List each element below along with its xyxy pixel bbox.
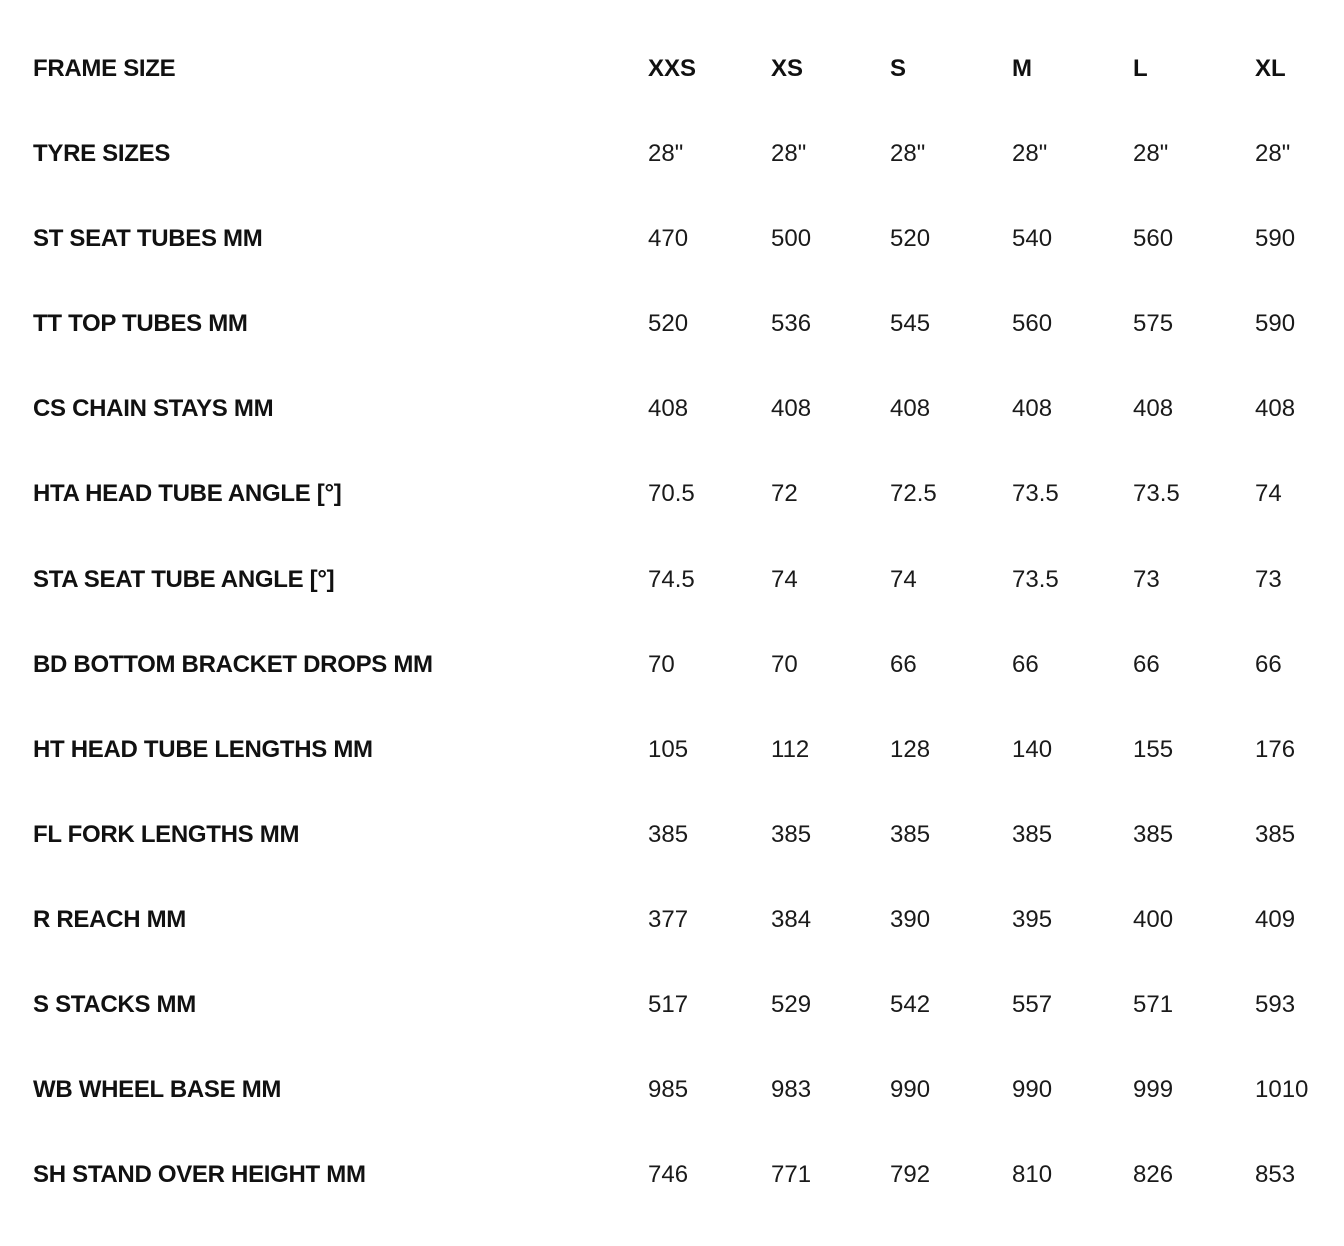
row-value: 28": [890, 140, 926, 168]
table-row: [0, 877, 1344, 962]
row-value: 826: [1133, 1161, 1174, 1189]
row-value: 70: [771, 650, 798, 678]
row-value: 128: [890, 735, 931, 763]
row-value: 560: [1012, 310, 1053, 338]
row-value: 74: [890, 565, 917, 593]
row-value: 74: [771, 565, 798, 593]
row-value: 73.5: [1012, 565, 1059, 593]
size-header-xxs: XXS: [648, 55, 697, 82]
table-row: [0, 707, 1344, 792]
row-value: 66: [1012, 650, 1039, 678]
row-value: 983: [771, 1076, 812, 1104]
row-value: 557: [1012, 991, 1053, 1019]
row-value: 176: [1255, 735, 1296, 763]
row-value: 560: [1133, 225, 1174, 253]
geometry-table: [0, 26, 1344, 1217]
row-label: HTA HEAD TUBE ANGLE [°]: [33, 480, 342, 508]
table-row: [0, 622, 1344, 707]
row-value: 28": [771, 140, 807, 168]
table-row: [0, 537, 1344, 622]
row-value: 385: [1012, 820, 1053, 848]
row-value: 385: [771, 820, 812, 848]
row-value: 575: [1133, 310, 1174, 338]
row-value: 470: [648, 225, 689, 253]
row-value: 28": [1133, 140, 1169, 168]
row-value: 66: [1133, 650, 1160, 678]
row-value: 72.5: [890, 480, 937, 508]
row-value: 140: [1012, 735, 1053, 763]
row-value: 746: [648, 1161, 689, 1189]
row-value: 520: [890, 225, 931, 253]
row-label: R REACH MM: [33, 905, 186, 933]
row-value: 990: [1012, 1076, 1053, 1104]
table-row: [0, 281, 1344, 366]
row-label: HT HEAD TUBE LENGTHS MM: [33, 735, 373, 763]
row-value: 28": [1012, 140, 1048, 168]
row-value: 529: [771, 991, 812, 1019]
row-value: 73.5: [1012, 480, 1059, 508]
row-value: 385: [1133, 820, 1174, 848]
row-value: 390: [890, 905, 931, 933]
table-row: [0, 451, 1344, 536]
row-value: 72: [771, 480, 798, 508]
row-value: 500: [771, 225, 812, 253]
row-value: 385: [890, 820, 931, 848]
row-value: 74.5: [648, 565, 695, 593]
row-value: 155: [1133, 735, 1174, 763]
row-value: 409: [1255, 905, 1296, 933]
row-value: 395: [1012, 905, 1053, 933]
row-value: 385: [1255, 820, 1296, 848]
row-value: 408: [890, 395, 931, 423]
row-value: 66: [1255, 650, 1282, 678]
row-value: 1010: [1255, 1076, 1309, 1104]
header-label: FRAME SIZE: [33, 55, 176, 82]
row-value: 408: [648, 395, 689, 423]
row-label: FL FORK LENGTHS MM: [33, 820, 300, 848]
row-value: 408: [1012, 395, 1053, 423]
row-value: 385: [648, 820, 689, 848]
row-value: 28": [1255, 140, 1291, 168]
row-value: 408: [771, 395, 812, 423]
row-value: 590: [1255, 310, 1296, 338]
row-value: 545: [890, 310, 931, 338]
table-row: [0, 196, 1344, 281]
row-value: 70: [648, 650, 675, 678]
row-value: 517: [648, 991, 689, 1019]
row-value: 593: [1255, 991, 1296, 1019]
row-value: 377: [648, 905, 689, 933]
row-value: 542: [890, 991, 931, 1019]
row-label: BD BOTTOM BRACKET DROPS MM: [33, 650, 433, 678]
row-value: 28": [648, 140, 684, 168]
row-value: 105: [648, 735, 689, 763]
row-value: 999: [1133, 1076, 1174, 1104]
row-label: SH STAND OVER HEIGHT MM: [33, 1161, 366, 1189]
row-label: TYRE SIZES: [33, 140, 171, 168]
row-label: STA SEAT TUBE ANGLE [°]: [33, 565, 335, 593]
size-header-m: M: [1012, 55, 1032, 82]
row-value: 73.5: [1133, 480, 1180, 508]
table-row: [0, 1132, 1344, 1217]
table-header-row: [0, 26, 1344, 111]
row-value: 112: [771, 735, 810, 763]
row-value: 771: [771, 1161, 812, 1189]
table-row: [0, 111, 1344, 196]
row-value: 590: [1255, 225, 1296, 253]
table-row: [0, 366, 1344, 451]
row-value: 66: [890, 650, 917, 678]
row-value: 73: [1133, 565, 1160, 593]
row-label: CS CHAIN STAYS MM: [33, 395, 274, 423]
row-value: 810: [1012, 1161, 1053, 1189]
row-value: 540: [1012, 225, 1053, 253]
row-value: 792: [890, 1161, 931, 1189]
size-header-s: S: [890, 55, 907, 82]
table-row: [0, 962, 1344, 1047]
size-header-xl: XL: [1255, 55, 1286, 82]
row-value: 520: [648, 310, 689, 338]
row-value: 985: [648, 1076, 689, 1104]
row-label: S STACKS MM: [33, 991, 196, 1019]
row-value: 990: [890, 1076, 931, 1104]
size-header-xs: XS: [771, 55, 804, 82]
row-label: TT TOP TUBES MM: [33, 310, 248, 338]
row-value: 408: [1255, 395, 1296, 423]
row-value: 571: [1133, 991, 1174, 1019]
row-value: 74: [1255, 480, 1282, 508]
size-header-l: L: [1133, 55, 1148, 82]
row-value: 536: [771, 310, 812, 338]
row-value: 408: [1133, 395, 1174, 423]
row-label: WB WHEEL BASE MM: [33, 1076, 282, 1104]
row-value: 400: [1133, 905, 1174, 933]
row-label: ST SEAT TUBES MM: [33, 225, 263, 253]
row-value: 384: [771, 905, 812, 933]
row-value: 70.5: [648, 480, 695, 508]
row-value: 73: [1255, 565, 1282, 593]
table-row: [0, 1047, 1344, 1132]
table-row: [0, 792, 1344, 877]
row-value: 853: [1255, 1161, 1296, 1189]
